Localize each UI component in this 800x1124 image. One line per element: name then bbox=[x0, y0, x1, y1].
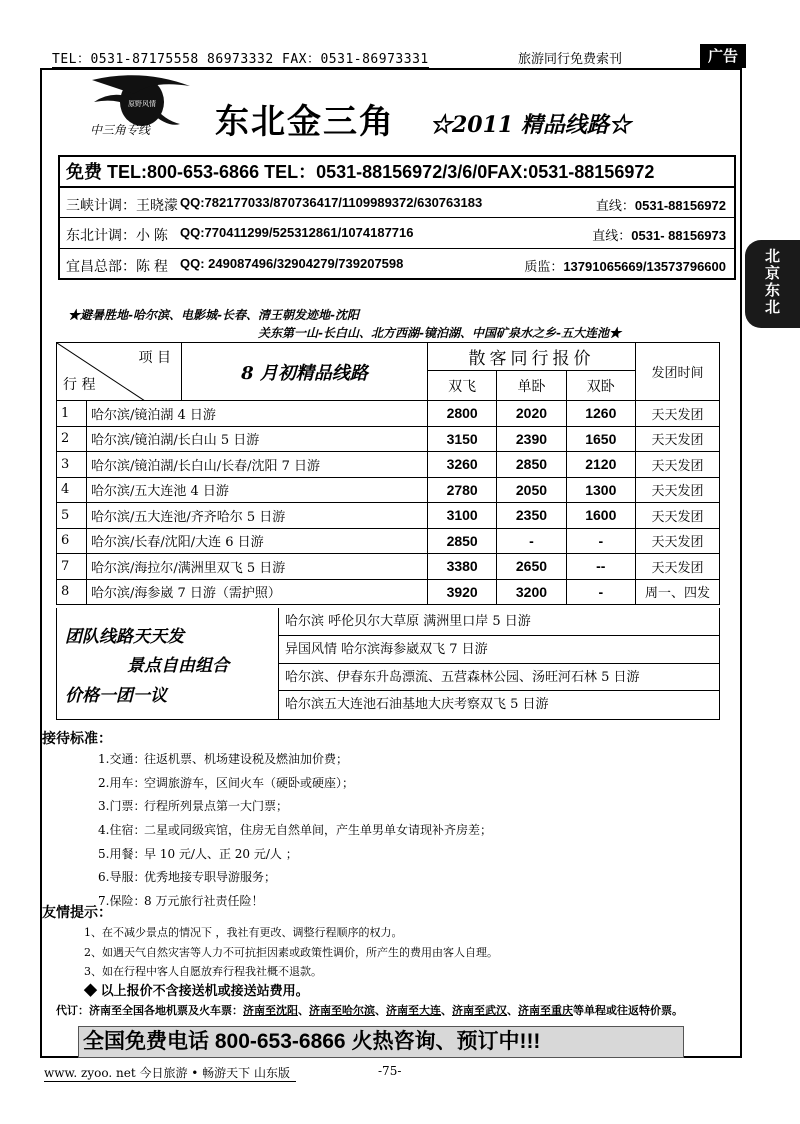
company-logo bbox=[72, 72, 202, 152]
contact-qq[interactable]: QQ:770411299/525312861/1074187716 bbox=[180, 225, 414, 240]
row-number: 1 bbox=[57, 401, 87, 427]
contact-row bbox=[60, 188, 734, 218]
price-single-sleeper: 2350 bbox=[497, 503, 566, 529]
price-group-header: 散客同行报价 bbox=[427, 343, 635, 371]
route-name: 哈尔滨/海拉尔/满洲里双飞 5 日游 bbox=[87, 554, 428, 580]
departure-time: 天天发团 bbox=[636, 477, 720, 503]
group-slogan bbox=[57, 608, 279, 719]
page-title: 东北金三角 bbox=[215, 102, 395, 142]
header-index-title: 旅游同行免费索刊 bbox=[518, 52, 623, 67]
notes-list bbox=[84, 924, 498, 983]
price-double-sleeper: 1650 bbox=[566, 426, 635, 452]
contact-label: 宜昌总部：陈 程 bbox=[66, 258, 168, 274]
departure-header: 发团时间 bbox=[636, 343, 720, 401]
region-tab-char: 北 bbox=[764, 298, 780, 316]
footer-site[interactable]: www. zyoo. net 今日旅游 • 畅游天下 山东版 bbox=[44, 1064, 296, 1082]
standard-item bbox=[98, 797, 492, 821]
agency-prefix: 代订：济南至全国各地机票及火车票： bbox=[56, 1005, 243, 1017]
standards-list bbox=[98, 750, 492, 916]
agency-line: 代订：济南至全国各地机票及火车票：济南至沈阳、济南至哈尔滨、济南至大连、济南至武汉、济南至重庆等单程或往返特价票。 bbox=[56, 1005, 683, 1017]
corner-route-label: 行 程 bbox=[63, 377, 96, 393]
contact-tel[interactable] bbox=[596, 195, 726, 214]
highlight-line: 关东第一山-长白山、北方西湖-镜泊湖、中国矿泉水之乡-五大连池★ bbox=[258, 326, 621, 340]
price-table-body bbox=[57, 401, 720, 605]
standard-key: 4.住宿： bbox=[98, 823, 146, 838]
price-single-sleeper: 2050 bbox=[497, 477, 566, 503]
header-strip bbox=[40, 44, 800, 68]
contact-row bbox=[60, 218, 734, 249]
price-double-fly: 3100 bbox=[427, 503, 496, 529]
agency-route[interactable]: 济南至哈尔滨 bbox=[309, 1005, 375, 1017]
standard-key: 1.交通： bbox=[98, 752, 146, 766]
price-double-sleeper: - bbox=[566, 528, 635, 554]
price-double-fly: 3260 bbox=[427, 452, 496, 478]
region-tab-char: 北 bbox=[764, 247, 780, 265]
standard-item bbox=[98, 774, 492, 798]
group-tour-list bbox=[279, 608, 719, 719]
ad-badge: 广告 bbox=[700, 44, 746, 68]
price-double-fly: 3380 bbox=[427, 554, 496, 580]
agency-route[interactable]: 济南至沈阳 bbox=[243, 1005, 298, 1017]
col-double-sleeper-header: 双卧 bbox=[566, 371, 635, 401]
contact-tel[interactable] bbox=[524, 256, 726, 275]
contact-tel-label: 直线： bbox=[592, 228, 632, 243]
standard-text: 早 10 元/人、正 20 元/人 ； bbox=[144, 846, 298, 861]
note-price-exclusion: ◆ 以上报价不含接送机或接送站费用。 bbox=[84, 983, 309, 998]
header-contact: TEL：0531-87175558 86973332 FAX：0531-86973331 bbox=[52, 48, 429, 68]
highlight-line: ★避暑胜地-哈尔滨、电影城-长春、清王朝发迹地-沈阳 bbox=[68, 308, 359, 322]
slogan-line: 团队线路天天发 bbox=[65, 627, 184, 647]
departure-time: 天天发团 bbox=[636, 528, 720, 554]
standard-item bbox=[98, 750, 492, 774]
row-number: 4 bbox=[57, 477, 87, 503]
price-double-fly: 2780 bbox=[427, 477, 496, 503]
contact-box bbox=[58, 155, 736, 280]
row-number: 8 bbox=[57, 579, 87, 605]
price-row[interactable] bbox=[57, 528, 720, 554]
standard-item bbox=[98, 821, 492, 845]
standard-key: 3.门票： bbox=[98, 799, 146, 814]
agency-route[interactable]: 济南至重庆 bbox=[518, 1005, 573, 1017]
contact-tel[interactable] bbox=[592, 225, 726, 244]
agency-route[interactable]: 济南至武汉 bbox=[452, 1005, 507, 1017]
price-row[interactable] bbox=[57, 477, 720, 503]
route-name: 哈尔滨/镜泊湖 4 日游 bbox=[87, 401, 428, 427]
logo-brand-text: 原野风情 bbox=[128, 100, 156, 108]
standard-item bbox=[98, 868, 492, 892]
price-row[interactable] bbox=[57, 426, 720, 452]
note-item: 2、如遇天气自然灾害等人力不可抗拒因素或政策性调价，所产生的费用由客人自理。 bbox=[84, 945, 498, 959]
standards-title: 接待标准： bbox=[42, 730, 112, 746]
group-tours-box bbox=[56, 608, 720, 720]
standard-text: 空调旅游车，区间火车（硬卧或硬座）； bbox=[144, 775, 355, 790]
contact-tel-label: 直线： bbox=[595, 198, 635, 213]
price-row[interactable] bbox=[57, 401, 720, 427]
route-name: 哈尔滨/镜泊湖/长白山 5 日游 bbox=[87, 426, 428, 452]
departure-time: 周一、四发 bbox=[636, 579, 720, 605]
row-number: 6 bbox=[57, 528, 87, 554]
price-double-sleeper: -- bbox=[566, 554, 635, 580]
price-double-fly: 3920 bbox=[427, 579, 496, 605]
standard-text: 8 万元旅行社责任险！ bbox=[144, 894, 264, 909]
hotline-row[interactable]: 免费 TEL:800-653-6866 TEL：0531-88156972/3/6/0FAX:0531-88156972 bbox=[60, 157, 734, 188]
col-double-fly-header: 双飞 bbox=[427, 371, 496, 401]
price-single-sleeper: 2650 bbox=[497, 554, 566, 580]
footer bbox=[44, 1062, 584, 1082]
slogan-line: 价格一团一议 bbox=[65, 686, 167, 706]
departure-time: 天天发团 bbox=[636, 554, 720, 580]
price-double-sleeper: - bbox=[566, 579, 635, 605]
route-name: 哈尔滨/长春/沈阳/大连 6 日游 bbox=[87, 528, 428, 554]
agency-route[interactable]: 济南至大连 bbox=[386, 1005, 441, 1017]
region-tab-char: 京 bbox=[764, 264, 780, 282]
group-tour-item[interactable]: 哈尔滨 呼伦贝尔大草原 满洲里口岸 5 日游 bbox=[279, 608, 719, 636]
logo-caption: 中三角专线 bbox=[90, 123, 151, 137]
price-single-sleeper: 2390 bbox=[497, 426, 566, 452]
standard-item bbox=[98, 892, 492, 916]
standard-item bbox=[98, 845, 492, 869]
table-corner-header bbox=[57, 343, 182, 401]
price-row[interactable] bbox=[57, 452, 720, 478]
row-number: 5 bbox=[57, 503, 87, 529]
contact-label: 三峡计调：王晓濛 bbox=[66, 197, 178, 213]
price-single-sleeper: 2020 bbox=[497, 401, 566, 427]
price-row[interactable] bbox=[57, 579, 720, 605]
page-number: -75- bbox=[378, 1064, 402, 1078]
contact-qq[interactable]: QQ: 249087496/32904279/739207598 bbox=[180, 256, 404, 271]
price-double-sleeper: 1260 bbox=[566, 401, 635, 427]
price-double-sleeper: 1600 bbox=[566, 503, 635, 529]
price-row[interactable] bbox=[57, 503, 720, 529]
col-single-sleeper-header: 单卧 bbox=[497, 371, 566, 401]
departure-time: 天天发团 bbox=[636, 401, 720, 427]
note-item: 3、如在行程中客人自愿放弃行程我社概不退款。 bbox=[84, 965, 322, 978]
price-table bbox=[56, 342, 720, 605]
standard-text: 行程所列景点第一大门票； bbox=[144, 799, 289, 814]
price-double-fly: 3150 bbox=[427, 426, 496, 452]
standard-key: 2.用车： bbox=[98, 775, 146, 790]
notes-title: 友情提示： bbox=[42, 904, 112, 920]
price-single-sleeper: 2850 bbox=[497, 452, 566, 478]
standard-key: 7.保险： bbox=[98, 894, 146, 909]
price-double-fly: 2800 bbox=[427, 401, 496, 427]
table-title: 8 月初精品线路 bbox=[181, 343, 427, 401]
group-tour-item[interactable]: 异国风情 哈尔滨海参崴双飞 7 日游 bbox=[279, 636, 719, 664]
price-row[interactable] bbox=[57, 554, 720, 580]
row-number: 2 bbox=[57, 426, 87, 452]
row-number: 3 bbox=[57, 452, 87, 478]
region-tab-char: 东 bbox=[764, 281, 780, 299]
contact-tel-label: 质监： bbox=[524, 259, 564, 274]
contact-tel-number[interactable]: 0531- 88156973 bbox=[631, 228, 726, 243]
contact-row bbox=[60, 249, 734, 278]
agency-suffix: 等单程或往返特价票。 bbox=[573, 1005, 683, 1017]
group-tour-item[interactable]: 哈尔滨五大连池石油基地大庆考察双飞 5 日游 bbox=[285, 697, 549, 713]
standard-text: 二星或同级宾馆，住房无自然单间，产生单男单女请现补齐房差； bbox=[144, 823, 493, 838]
departure-time: 天天发团 bbox=[636, 426, 720, 452]
departure-time: 天天发团 bbox=[636, 452, 720, 478]
route-name: 哈尔滨/五大连池/齐齐哈尔 5 日游 bbox=[87, 503, 428, 529]
row-number: 7 bbox=[57, 554, 87, 580]
slogan-line: 景点自由组合 bbox=[127, 656, 229, 676]
price-double-sleeper: 1300 bbox=[566, 477, 635, 503]
contact-tel-number[interactable]: 0531-88156972 bbox=[634, 198, 726, 213]
standard-text: 优秀地接专职导游服务； bbox=[144, 870, 277, 885]
route-name: 哈尔滨/五大连池 4 日游 bbox=[87, 477, 428, 503]
page-subtitle: ☆2011 精品线路☆ bbox=[430, 112, 631, 138]
group-tour-item[interactable]: 哈尔滨、伊春东升岛漂流、五营森林公园、汤旺河石林 5 日游 bbox=[279, 664, 719, 692]
swallow-logo-icon bbox=[72, 72, 202, 152]
standard-text: 往返机票、机场建设税及燃油加价费； bbox=[144, 752, 349, 766]
route-name: 哈尔滨/镜泊湖/长白山/长春/沈阳 7 日游 bbox=[87, 452, 428, 478]
corner-item-label: 项 目 bbox=[138, 350, 171, 366]
standard-key: 6.导服： bbox=[98, 870, 146, 885]
price-double-fly: 2850 bbox=[427, 528, 496, 554]
contact-label: 东北计调：小 陈 bbox=[66, 227, 168, 243]
note-item: 1、在不减少景点的情况下 ，我社有更改、调整行程顺序的权力。 bbox=[84, 926, 403, 939]
hotline-banner[interactable]: 全国免费电话 800-653-6866 火热咨询、预订中!!! bbox=[78, 1026, 684, 1058]
contact-tel-number[interactable]: 13791065669/13573796600 bbox=[563, 259, 726, 274]
departure-time: 天天发团 bbox=[636, 503, 720, 529]
region-tab[interactable] bbox=[745, 240, 800, 328]
price-single-sleeper: - bbox=[497, 528, 566, 554]
standard-key: 5.用餐： bbox=[98, 846, 146, 861]
contact-qq[interactable]: QQ:782177033/870736417/1109989372/630763183 bbox=[180, 195, 483, 210]
route-name: 哈尔滨/海参崴 7 日游（需护照） bbox=[87, 579, 428, 605]
price-single-sleeper: 3200 bbox=[497, 579, 566, 605]
price-double-sleeper: 2120 bbox=[566, 452, 635, 478]
